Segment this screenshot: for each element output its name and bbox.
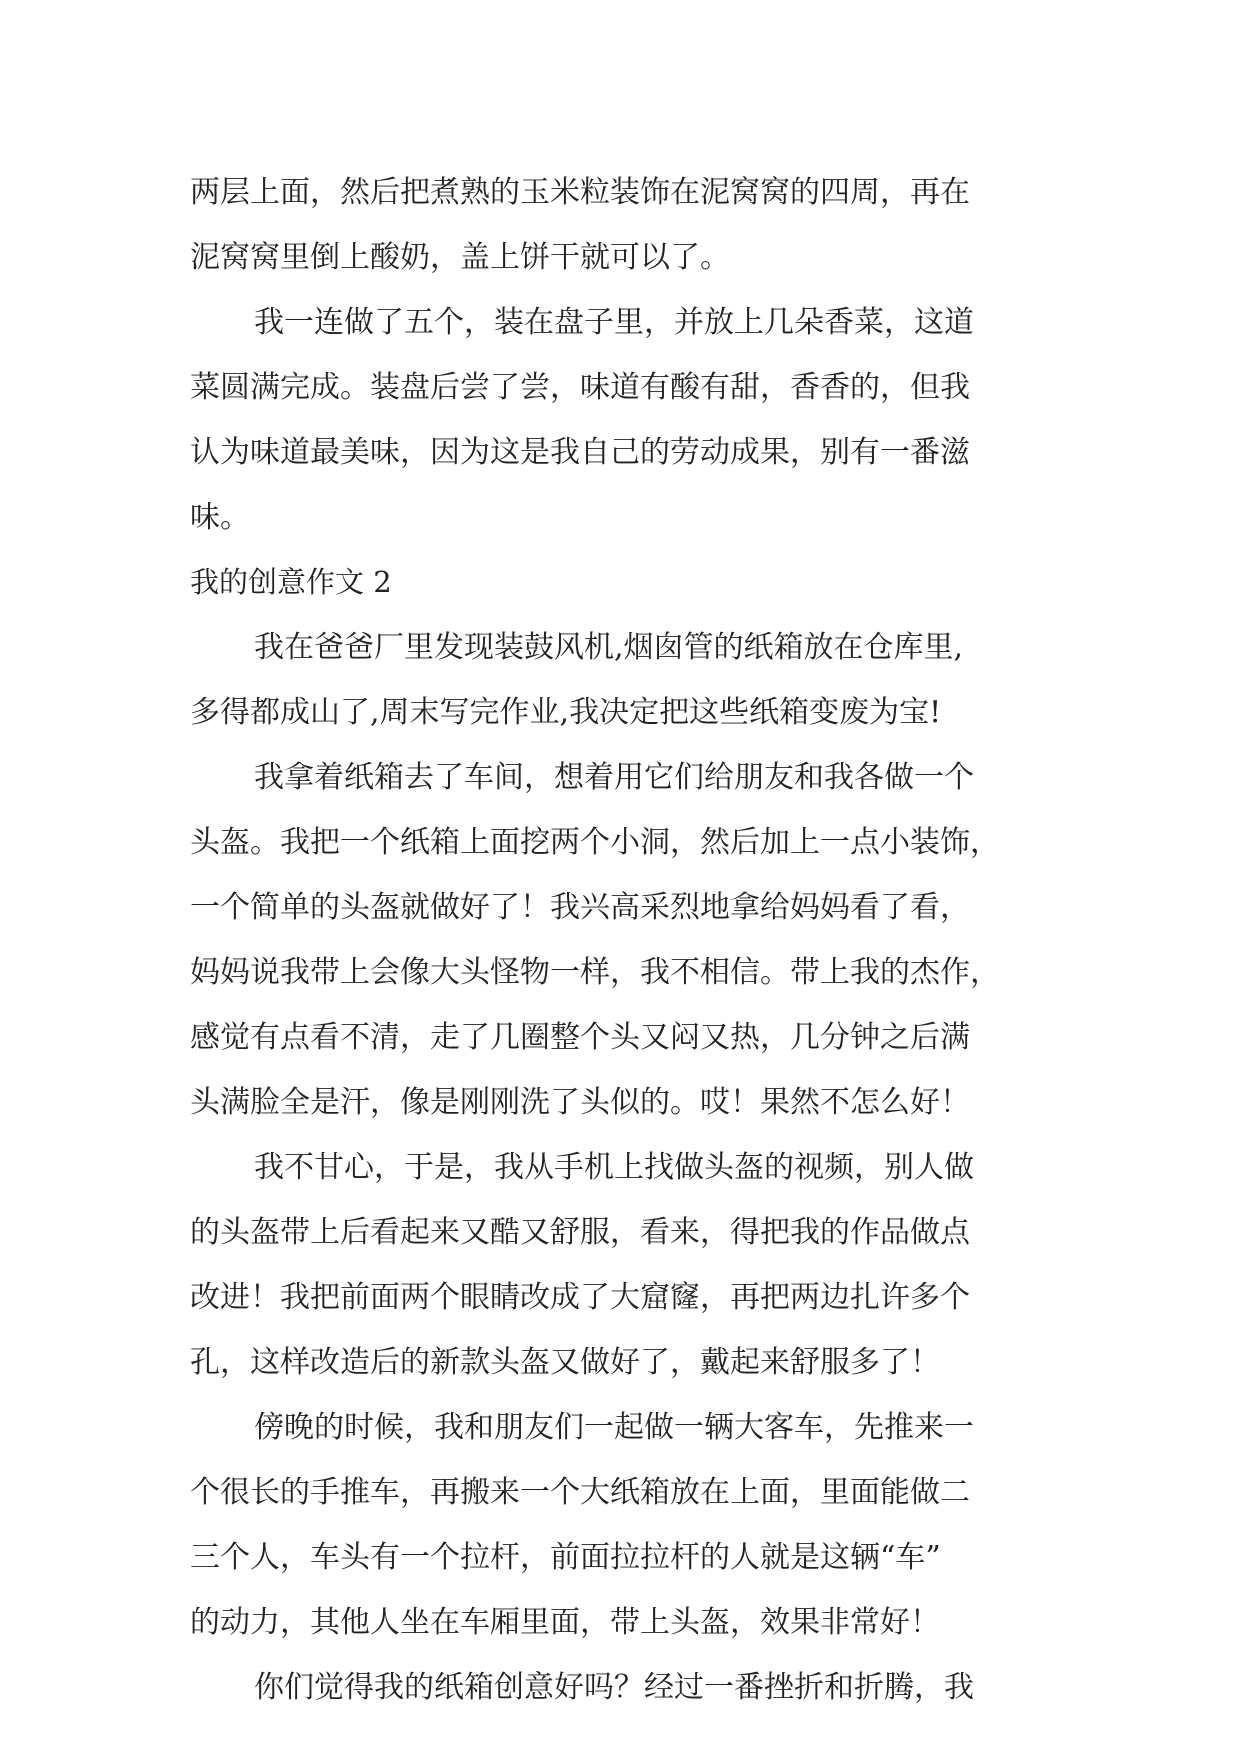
text-line: 味。	[190, 500, 250, 535]
paragraph	[190, 160, 1060, 290]
text-line: 妈妈说我带上会像大头怪物一样，我不相信。带上我的杰作，	[190, 955, 1000, 990]
paragraph	[190, 1655, 1060, 1720]
text-line: 泥窝窝里倒上酸奶，盖上饼干就可以了。	[190, 240, 730, 275]
text-line: 傍晚的时候，我和朋友们一起做一辆大客车，先推来一	[254, 1410, 974, 1445]
text-line: 我一连做了五个，装在盘子里，并放上几朵香菜，这道	[254, 305, 974, 340]
text-line: 你们觉得我的纸箱创意好吗？经过一番挫折和折腾，我	[254, 1670, 974, 1705]
heading-text: 我的创意作文 2	[190, 565, 392, 599]
text-line: 孔，这样改造后的新款头盔又做好了，戴起来舒服多了！	[190, 1345, 940, 1380]
text-line: 头盔。我把一个纸箱上面挖两个小洞，然后加上一点小装饰，	[190, 825, 1000, 860]
paragraph	[190, 615, 1060, 745]
document-body	[190, 160, 1060, 1720]
paragraph	[190, 290, 1060, 550]
text-line: 两层上面，然后把煮熟的玉米粒装饰在泥窝窝的四周，再在	[190, 175, 970, 210]
paragraph	[190, 1395, 1060, 1655]
text-line: 的动力，其他人坐在车厢里面，带上头盔，效果非常好！	[190, 1605, 940, 1640]
text-line: 一个简单的头盔就做好了！我兴高采烈地拿给妈妈看了看，	[190, 890, 970, 925]
text-line: 个很长的手推车，再搬来一个大纸箱放在上面，里面能做二	[190, 1475, 970, 1510]
text-line: 我在爸爸厂里发现装鼓风机,烟囱管的纸箱放在仓库里,	[254, 630, 964, 665]
text-line: 我不甘心，于是，我从手机上找做头盔的视频，别人做	[254, 1150, 974, 1185]
text-line: 菜圆满完成。装盘后尝了尝，味道有酸有甜，香香的，但我	[190, 370, 970, 405]
text-line: 多得都成山了,周末写完作业,我决定把这些纸箱变废为宝!	[190, 695, 942, 730]
text-line: 感觉有点看不清，走了几圈整个头又闷又热，几分钟之后满	[190, 1020, 970, 1055]
paragraph	[190, 1135, 1060, 1395]
text-line: 头满脸全是汗，像是刚刚洗了头似的。哎！果然不怎么好！	[190, 1085, 970, 1120]
text-line: 认为味道最美味，因为这是我自己的劳动成果，别有一番滋	[190, 435, 970, 470]
text-line: 的头盔带上后看起来又酷又舒服，看来，得把我的作品做点	[190, 1215, 970, 1250]
text-line: 我拿着纸箱去了车间，想着用它们给朋友和我各做一个	[254, 760, 974, 795]
text-line: 改进！我把前面两个眼睛改成了大窟窿，再把两边扎许多个	[190, 1280, 970, 1315]
paragraph	[190, 745, 1060, 1135]
text-line: 三个人，车头有一个拉杆，前面拉拉杆的人就是这辆“车”	[190, 1540, 941, 1575]
section-heading	[190, 550, 1060, 615]
